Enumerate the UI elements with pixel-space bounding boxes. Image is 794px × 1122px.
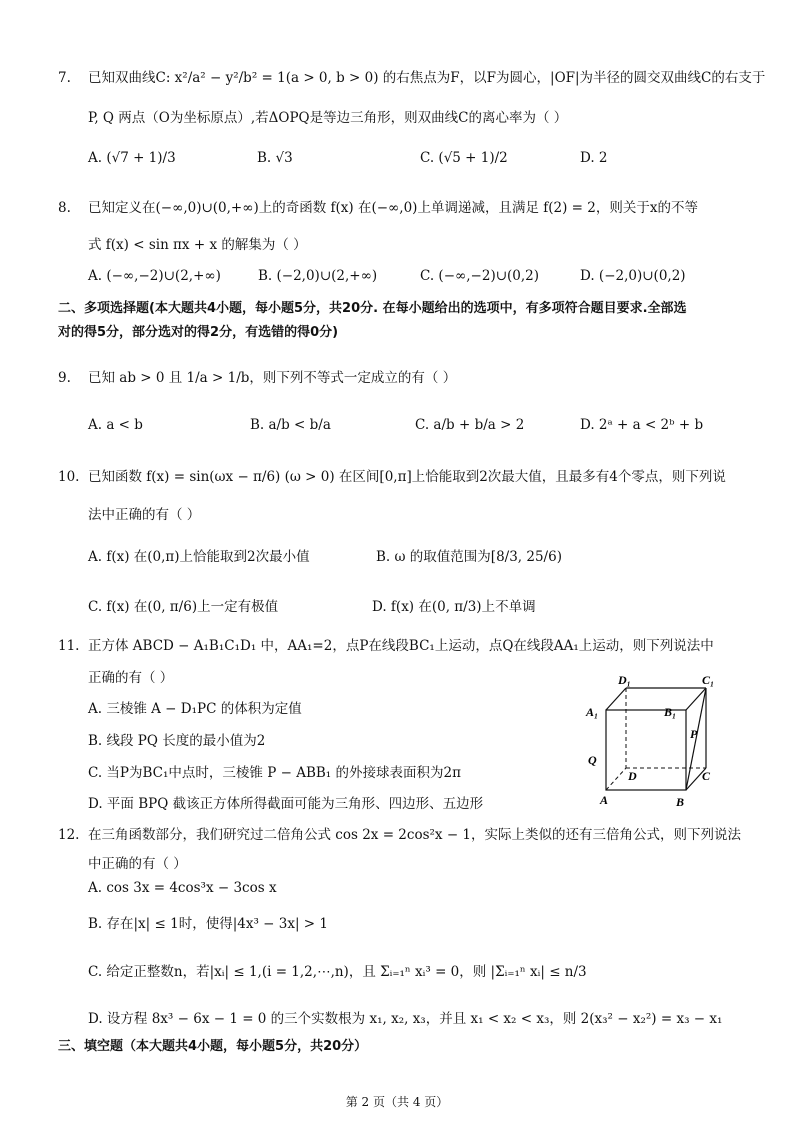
q9-option-b: B. a/b < b/a <box>250 417 331 433</box>
q7-option-b: B. √3 <box>257 150 293 166</box>
label-p: P <box>690 727 698 741</box>
q8-option-d: D. (−2,0)∪(0,2) <box>580 268 686 284</box>
front-face <box>606 710 686 790</box>
q7-line2: P, Q 两点（O为坐标原点）,若ΔOPQ是等边三角形，则双曲线C的离心率为（ ） <box>88 110 568 126</box>
edge-a1-d1 <box>606 688 626 710</box>
section-2-line2: 对的得5分，部分选对的得2分，有选错的得0分) <box>58 325 339 340</box>
q8-line2: 式 f(x) < sin πx + x 的解集为（ ） <box>88 237 307 253</box>
q7-line1 <box>58 66 765 86</box>
q12-line2: 中正确的有（ ） <box>88 856 187 872</box>
q9-line1 <box>58 366 456 386</box>
q8-text: 已知定义在(−∞,0)∪(0,+∞)上的奇函数 f(x) 在(−∞,0)上单调递减，且满足 f(2) = 2，则关于x的不等 <box>88 200 698 216</box>
page-footer: 第 2 页（共 4 页） <box>345 1095 449 1109</box>
section-2-heading <box>58 297 746 345</box>
q10-text: 已知函数 f(x) = sin(ωx − π/6) (ω > 0) 在区间[0,π]上恰能取到2次最大值，且最多有4个零点，则下列说 <box>88 469 726 485</box>
label-a1: A₁ <box>586 705 599 719</box>
q12-number: 12. <box>58 827 80 843</box>
q7-option-a: A. (√7 + 1)/3 <box>88 150 176 166</box>
q11-option-a: A. 三棱锥 A − D₁PC 的体积为定值 <box>88 701 302 717</box>
q12-line1 <box>58 823 741 843</box>
q11-text: 正方体 ABCD − A₁B₁C₁D₁ 中，AA₁=2，点P在线段BC₁上运动，点Q在线段AA₁上运动，则下列说法中 <box>88 638 714 654</box>
q9-text: 已知 ab > 0 且 1/a > 1/b，则下列不等式一定成立的有（ ） <box>88 370 457 386</box>
q10-option-a: A. f(x) 在(0,π)上恰能取到2次最小值 <box>88 549 310 565</box>
q10-option-b: B. ω 的取值范围为[8/3, 25/6) <box>376 549 562 565</box>
q8-line1 <box>58 196 698 216</box>
label-q: Q <box>588 753 597 767</box>
q7-number: 7. <box>58 70 71 86</box>
label-b: B <box>676 795 685 809</box>
q9-number: 9. <box>58 370 71 386</box>
edge-a-d <box>606 768 626 790</box>
q11-line2: 正确的有（ ） <box>88 670 174 686</box>
cube-figure <box>580 672 730 812</box>
section-2-line1: 二、多项选择题(本大题共4小题，每小题5分，共20分. 在每小题给出的选项中，有多项符合题目要求.全部选 <box>58 301 687 316</box>
q10-number: 10. <box>58 469 80 485</box>
q9-option-c: C. a/b + b/a > 2 <box>415 417 525 433</box>
q8-option-c: C. (−∞,−2)∪(0,2) <box>420 268 540 284</box>
edge-b1-c1 <box>686 688 706 710</box>
q11-option-b: B. 线段 PQ 长度的最小值为2 <box>88 733 266 749</box>
q10-line1 <box>58 465 726 485</box>
q11-option-c: C. 当P为BC₁中点时，三棱锥 P − ABB₁ 的外接球表面积为2π <box>88 765 461 781</box>
q11-line1 <box>58 634 714 654</box>
q12-option-a: A. cos 3x = 4cos³x − 3cos x <box>88 880 277 896</box>
section-3-heading: 三、填空题（本大题共4小题，每小题5分，共20分） <box>58 1039 368 1054</box>
label-c1: C₁ <box>702 673 715 687</box>
label-c: C <box>702 769 711 783</box>
q9-option-d: D. 2ᵃ + a < 2ᵇ + b <box>580 417 704 433</box>
q7-option-c: C. (√5 + 1)/2 <box>420 150 508 166</box>
q8-option-a: A. (−∞,−2)∪(2,+∞) <box>88 268 221 284</box>
q8-option-b: B. (−2,0)∪(2,+∞) <box>258 268 378 284</box>
q10-option-d: D. f(x) 在(0, π/3)上不单调 <box>372 599 536 615</box>
q7-text: 已知双曲线C: x²/a² − y²/b² = 1(a > 0, b > 0) 的右焦点为F，以F为圆心，|OF|为半径的圆交双曲线C的右支于 <box>88 70 766 86</box>
q9-option-a: A. a < b <box>88 417 143 433</box>
label-b1: B₁ <box>664 705 677 719</box>
q12-text: 在三角函数部分，我们研究过二倍角公式 cos 2x = 2cos²x − 1，实际上类似的还有三倍角公式，则下列说法 <box>88 827 742 843</box>
q10-option-c: C. f(x) 在(0, π/6)上一定有极值 <box>88 599 279 615</box>
q11-option-d: D. 平面 BPQ 截该正方体所得截面可能为三角形、四边形、五边形 <box>88 796 484 812</box>
label-a: A <box>600 793 609 807</box>
q12-option-d: D. 设方程 8x³ − 6x − 1 = 0 的三个实数根为 x₁, x₂, x₃，并且 x₁ < x₂ < x₃，则 2(x₃² − x₂²) = x₃ − x₁ <box>88 1011 723 1027</box>
q12-option-c: C. 给定正整数n，若|xᵢ| ≤ 1,(i = 1,2,⋯,n)，且 Σᵢ₌₁ⁿ xᵢ³ = 0，则 |Σᵢ₌₁ⁿ xᵢ| ≤ n/3 <box>88 964 587 980</box>
label-d: D <box>628 769 637 783</box>
label-d1: D₁ <box>618 673 631 687</box>
q11-number: 11. <box>58 638 80 654</box>
q7-option-d: D. 2 <box>580 150 608 166</box>
q8-number: 8. <box>58 200 71 216</box>
q10-line2: 法中正确的有（ ） <box>88 507 201 523</box>
q12-option-b: B. 存在|x| ≤ 1时，使得|4x³ − 3x| > 1 <box>88 916 328 932</box>
